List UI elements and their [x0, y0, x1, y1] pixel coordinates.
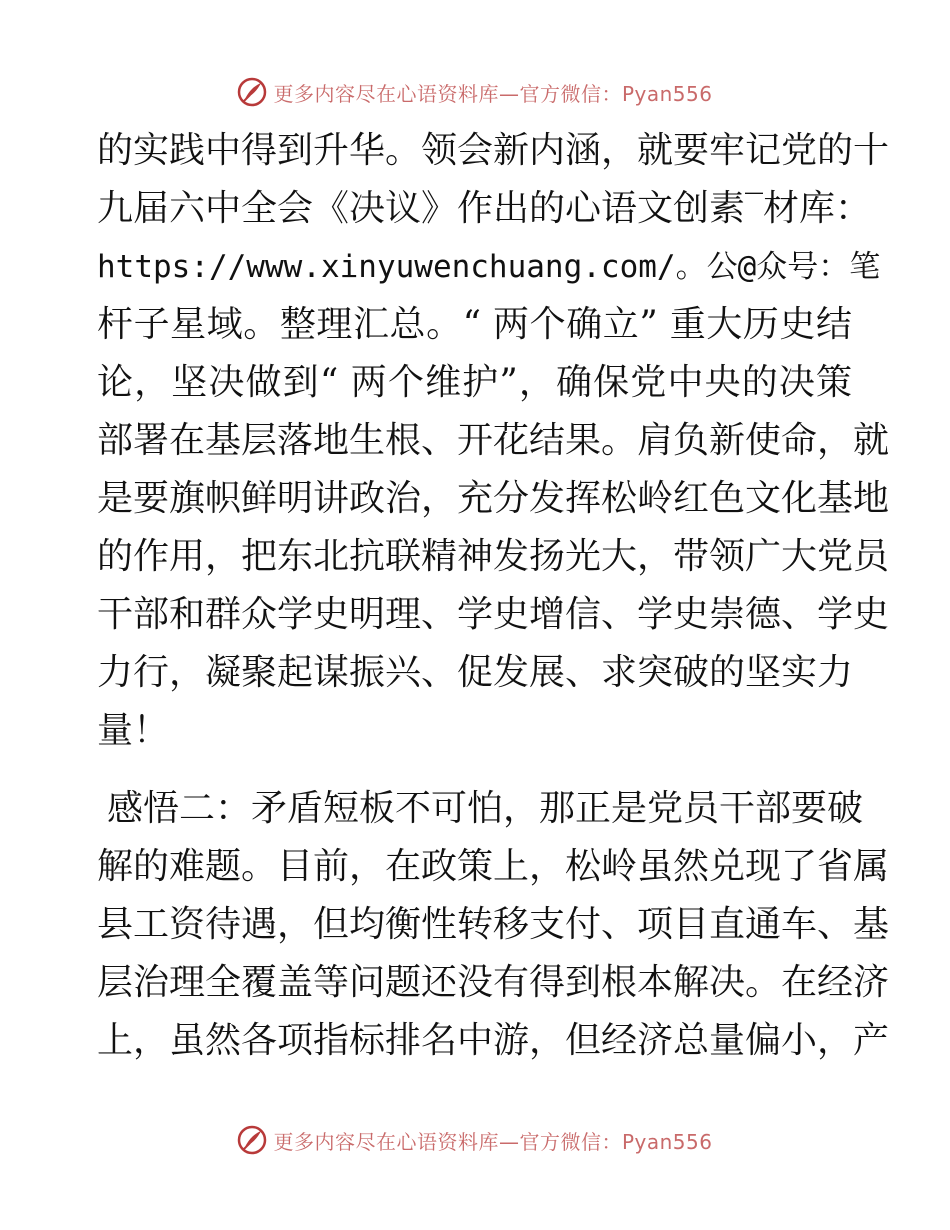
- document-body: [97, 122, 890, 1070]
- feather-pen-logo-icon: [237, 77, 267, 107]
- paragraph-line: 部署在基层落地生根、开花结果。肩负新使命，就: [97, 420, 890, 461]
- paragraph-line: 县工资待遇，但均衡性转移支付、项目直通车、基: [97, 904, 890, 945]
- paragraph-line: 杆子星域。整理汇总。“ 两个确立” 重大历史结: [97, 304, 852, 345]
- paragraph-line: 上，虽然各项指标排名中游，但经济总量偏小，产: [97, 1020, 890, 1061]
- header-banner: [0, 72, 950, 112]
- paragraph-line: 论，坚决做到“ 两个维护”，确保党中央的决策: [97, 362, 852, 403]
- paragraph-line: 的实践中得到升华。领会新内涵，就要牢记党的十: [97, 130, 890, 171]
- header-banner-text: 更多内容尽在心语资料库—官方微信：Pyan556: [273, 81, 713, 106]
- paragraph-line: 九届六中全会《决议》作出的心语文创素‾材库：: [97, 188, 872, 229]
- paragraph-line-last: 量！: [97, 710, 170, 751]
- paragraph-line: 干部和群众学史明理、学史增信、学史崇德、学史: [97, 594, 890, 635]
- paragraph-line-url: https://www.xinyuwenchuang.com/。公@众号：笔: [97, 249, 881, 285]
- paragraph-line: 的作用，把东北抗联精神发扬光大，带领广大党员: [97, 536, 890, 577]
- footer-banner: [0, 1120, 950, 1160]
- paragraph-line: 解的难题。目前，在政策上，松岭虽然兑现了省属: [97, 846, 890, 887]
- feather-pen-logo-icon: [237, 1125, 267, 1155]
- paragraph-line: 是要旗帜鲜明讲政治，充分发挥松岭红色文化基地: [97, 478, 890, 519]
- paragraph-gap: [97, 760, 852, 780]
- paragraph-line: 层治理全覆盖等问题还没有得到根本解决。在经济: [97, 962, 890, 1003]
- footer-banner-text: 更多内容尽在心语资料库—官方微信：Pyan556: [273, 1129, 713, 1154]
- paragraph-line: 力行，凝聚起谋振兴、促发展、求突破的坚实力: [97, 652, 854, 693]
- paragraph-line: 感悟二：矛盾短板不可怕，那正是党员干部要破: [107, 788, 864, 829]
